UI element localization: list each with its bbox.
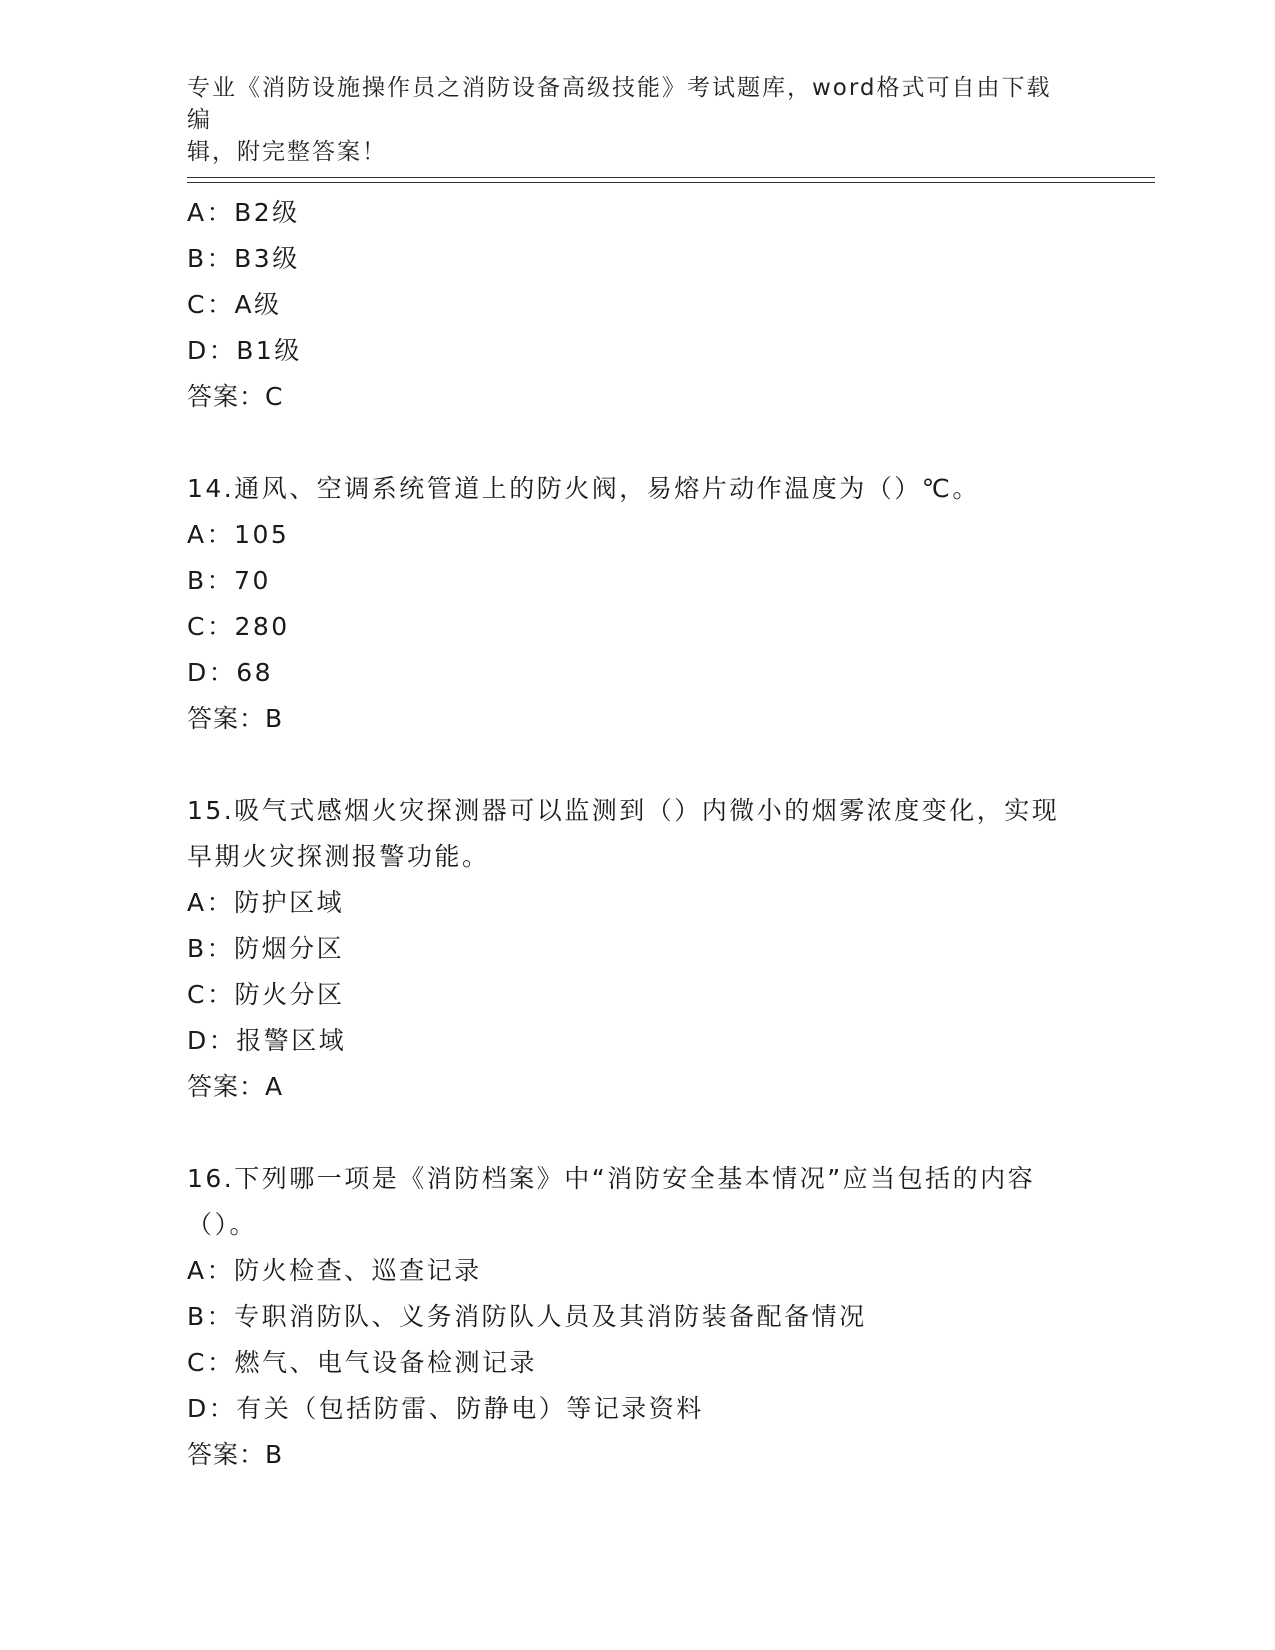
question-block-16 bbox=[187, 1156, 1087, 1478]
option-c: C：燃气、电气设备检测记录 bbox=[187, 1348, 537, 1377]
option-a: A：防护区域 bbox=[187, 888, 345, 917]
answer: 答案：C bbox=[187, 382, 284, 411]
option-d: D：B1级 bbox=[187, 336, 302, 365]
option-d: D：68 bbox=[187, 658, 274, 687]
question-block-15 bbox=[187, 788, 1087, 1110]
answer: 答案：B bbox=[187, 1440, 284, 1469]
option-d: D：报警区域 bbox=[187, 1026, 347, 1055]
option-a: A：防火检查、巡查记录 bbox=[187, 1256, 482, 1285]
answer: 答案：B bbox=[187, 704, 284, 733]
question-list bbox=[187, 190, 1087, 1478]
option-d: D：有关（包括防雷、防静电）等记录资料 bbox=[187, 1394, 704, 1423]
header-line-1: 专业《消防设施操作员之消防设备高级技能》考试题库，word格式可自由下载编 bbox=[187, 75, 1052, 133]
option-b: B：专职消防队、义务消防队人员及其消防装备配备情况 bbox=[187, 1302, 867, 1331]
option-b: B：70 bbox=[187, 566, 271, 595]
header-rule-top bbox=[187, 177, 1155, 178]
option-b: B：防烟分区 bbox=[187, 934, 345, 963]
question-text: 14.通风、空调系统管道上的防火阀，易熔片动作温度为（）℃。 bbox=[187, 474, 980, 503]
option-b: B：B3级 bbox=[187, 244, 300, 273]
question-block-14 bbox=[187, 466, 1087, 742]
option-a: A：105 bbox=[187, 520, 290, 549]
spacer bbox=[187, 420, 1087, 466]
spacer bbox=[187, 742, 1087, 788]
answer: 答案：A bbox=[187, 1072, 284, 1101]
header-line-2: 辑，附完整答案！ bbox=[187, 139, 387, 165]
option-c: C：A级 bbox=[187, 290, 282, 319]
question-text: 15.吸气式感烟火灾探测器可以监测到（）内微小的烟雾浓度变化，实现早期火灾探测报警功能。 bbox=[187, 796, 1060, 871]
option-a: A：B2级 bbox=[187, 198, 300, 227]
option-c: C：防火分区 bbox=[187, 980, 345, 1009]
spacer bbox=[187, 1110, 1087, 1156]
question-block-13 bbox=[187, 190, 1087, 420]
option-c: C：280 bbox=[187, 612, 290, 641]
question-text: 16.下列哪一项是《消防档案》中“消防安全基本情况”应当包括的内容（）。 bbox=[187, 1164, 1036, 1239]
header-rule-bottom bbox=[187, 182, 1155, 183]
document-header bbox=[187, 72, 1067, 168]
